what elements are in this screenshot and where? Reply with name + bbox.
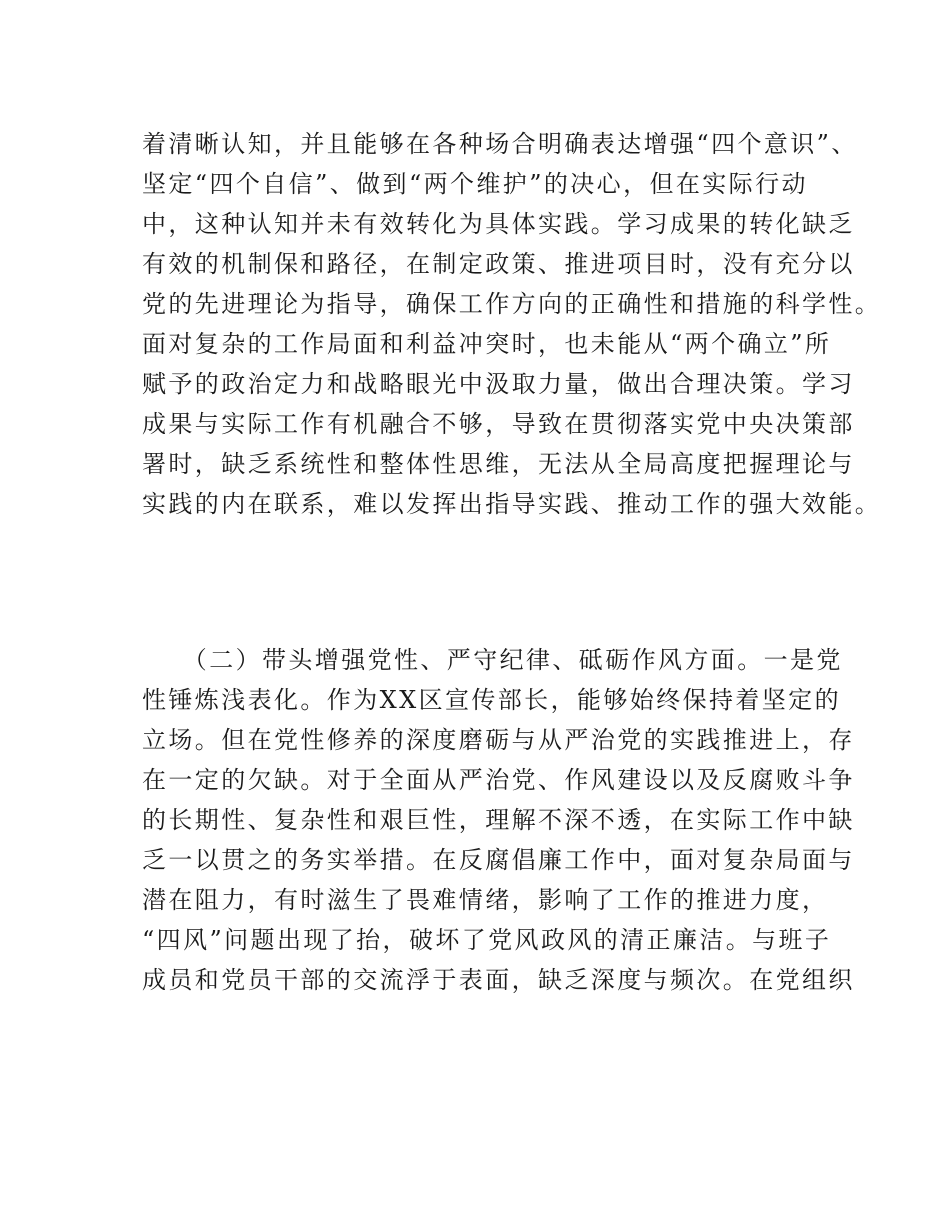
text-line: 有效的机制保和路径，在制定政策、推进项目时，没有充分以 bbox=[142, 250, 855, 278]
text-line: 着清晰认知，并且能够在各种场合明确表达增强“四个意识”、 bbox=[142, 130, 858, 158]
text-line: 性锤炼浅表化。作为XX区宣传部长，能够始终保持着坚定的 bbox=[142, 686, 841, 714]
paragraph-1 bbox=[142, 124, 882, 524]
text-line: 成员和党员干部的交流浮于表面，缺乏深度与频次。在党组织 bbox=[142, 966, 855, 994]
text-line: 赋予的政治定力和战略眼光中汲取力量，做出合理决策。学习 bbox=[142, 370, 855, 398]
text-line: 实践的内在联系，难以发挥出指导实践、推动工作的强大效能。 bbox=[142, 490, 882, 518]
text-line: 立场。但在党性修养的深度磨砺与从严治党的实践推进上，存 bbox=[142, 726, 855, 754]
paragraph-2 bbox=[142, 640, 855, 1000]
text-line: 中，这种认知并未有效转化为具体实践。学习成果的转化缺乏 bbox=[142, 210, 855, 238]
text-line: 署时，缺乏系统性和整体性思维，无法从全局高度把握理论与 bbox=[142, 450, 855, 478]
text-line: 在一定的欠缺。对于全面从严治党、作风建设以及反腐败斗争 bbox=[142, 766, 855, 794]
text-line: 乏一以贯之的务实举措。在反腐倡廉工作中，面对复杂局面与 bbox=[142, 846, 855, 874]
text-line: 党的先进理论为指导，确保工作方向的正确性和措施的科学性。 bbox=[142, 290, 882, 318]
text-line: 坚定“四个自信”、做到“两个维护”的决心，但在实际行动 bbox=[142, 170, 808, 198]
text-line: 潜在阻力，有时滋生了畏难情绪，影响了工作的推进力度， bbox=[142, 886, 829, 914]
text-line: 成果与实际工作有机融合不够，导致在贯彻落实党中央决策部 bbox=[142, 410, 855, 438]
text-line: 的长期性、复杂性和艰巨性，理解不深不透，在实际工作中缺 bbox=[142, 806, 855, 834]
text-line: “四风”问题出现了抬，破坏了党风政风的清正廉洁。与班子 bbox=[142, 926, 832, 954]
text-line: （二）带头增强党性、严守纪律、砥砺作风方面。一是党 bbox=[142, 646, 843, 674]
text-line: 面对复杂的工作局面和利益冲突时，也未能从“两个确立”所 bbox=[142, 330, 832, 358]
